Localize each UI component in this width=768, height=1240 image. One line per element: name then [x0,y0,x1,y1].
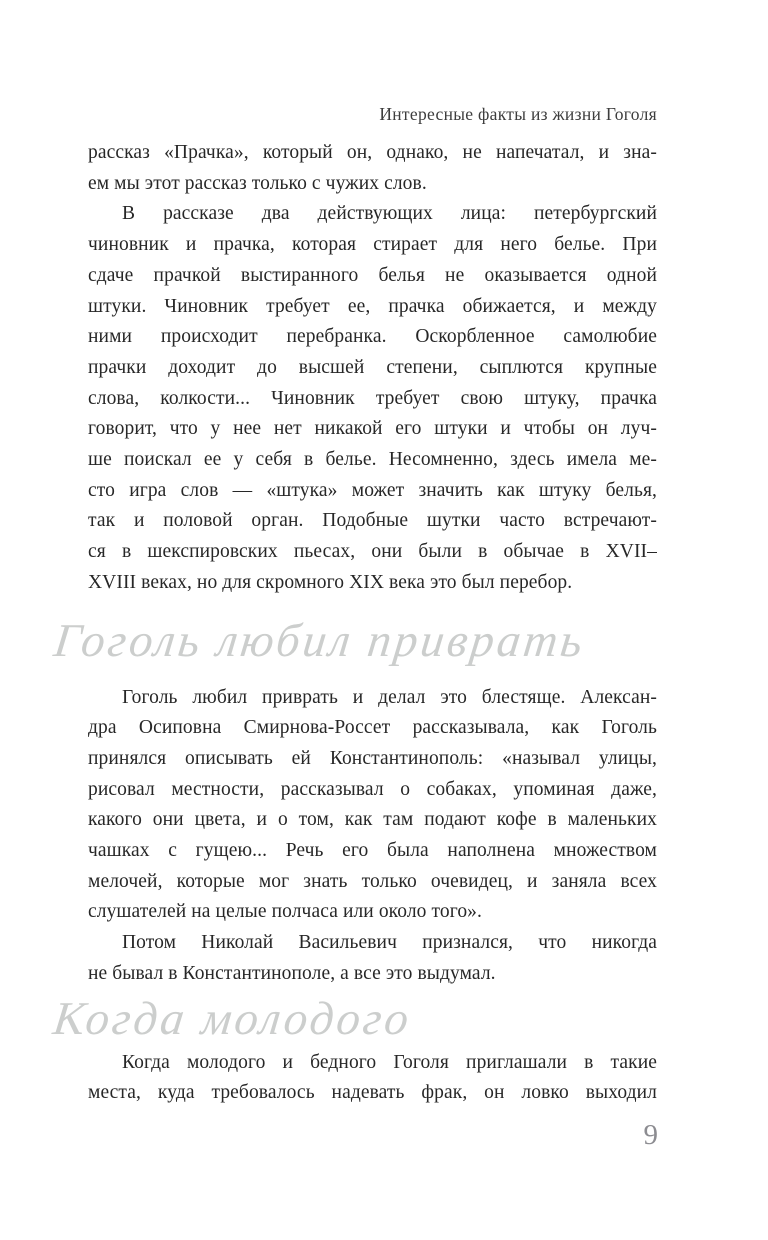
text-line: штуки. Чиновник требует ее, прачка обижается, и между [88,295,657,317]
text-line: рассказ «Прачка», который он, однако, не напечатал, и зна- [88,142,657,163]
text-line: В рассказе два действующих лица: петербургский [122,203,657,225]
text-line: Гоголь любил приврать и делал это блестяще. Алексан- [122,686,657,708]
text-line: прачки доходит до высшей степени, сыплются крупные [88,356,657,378]
text-line: Потом Николай Васильевич признался, что никогда [122,932,657,954]
paragraph [88,138,657,199]
text-line: говорит, что у нее нет никакой его штуки и чтобы он луч- [88,418,657,440]
text-line: слушателей на целые полчаса или около того». [88,901,482,923]
text-line: так и половой орган. Подобные шутки часто встречают- [88,510,657,532]
text-line: места, куда требовалось надевать фрак, он ловко выходил [88,1082,657,1104]
text-line: дра Осиповна Смирнова-Россет рассказывала, как Гоголь [88,717,657,739]
paragraph [88,683,657,929]
text-column [50,138,657,1109]
text-line: чиновник и прачка, которая стирает для него белье. При [88,234,657,256]
script-heading: Когда молодого [50,992,415,1045]
text-line: мелочей, которые мог знать только очевидец, и заняла всех [88,870,657,892]
text-line: XVIII веках, но для скромного XIX века это был перебор. [88,571,573,593]
text-line: сдаче прачкой выстиранного белья не оказывается одной [88,264,657,286]
text-line: Когда молодого и бедного Гоголя приглашали в такие [122,1051,657,1073]
page-number: 9 [643,1119,658,1151]
paragraph [88,199,657,598]
text-line: ше поискал ее у себя в белье. Несомненно, здесь имела ме- [88,449,657,471]
text-line: слова, колкости... Чиновник требует свою штуку, прачка [88,387,657,409]
paragraph [88,1048,657,1109]
script-heading: Гоголь любил приврать [51,614,589,667]
text-line: рисовал местности, рассказывал о собаках, упоминая даже, [88,778,657,800]
text-line: сто игра слов — «штука» может значить как штуку белья, [88,479,657,501]
paragraph [88,928,657,989]
text-line: чашках с гущею... Речь его была наполнена множеством [88,840,657,862]
text-line: ем мы этот рассказ только с чужих слов. [88,172,427,194]
text-line: принялся описывать ей Константинополь: «называл улицы, [88,747,657,769]
running-header: Интересные факты из жизни Гоголя [379,104,657,124]
text-line: не бывал в Константинополе, а все это выдумал. [88,962,496,984]
text-line: ними происходит перебранка. Оскорбленное самолюбие [88,326,657,348]
text-line: какого они цвета, и о том, как там подают кофе в маленьких [88,809,657,831]
text-line: ся в шекспировских пьесах, они были в обычае в XVII– [88,541,657,563]
